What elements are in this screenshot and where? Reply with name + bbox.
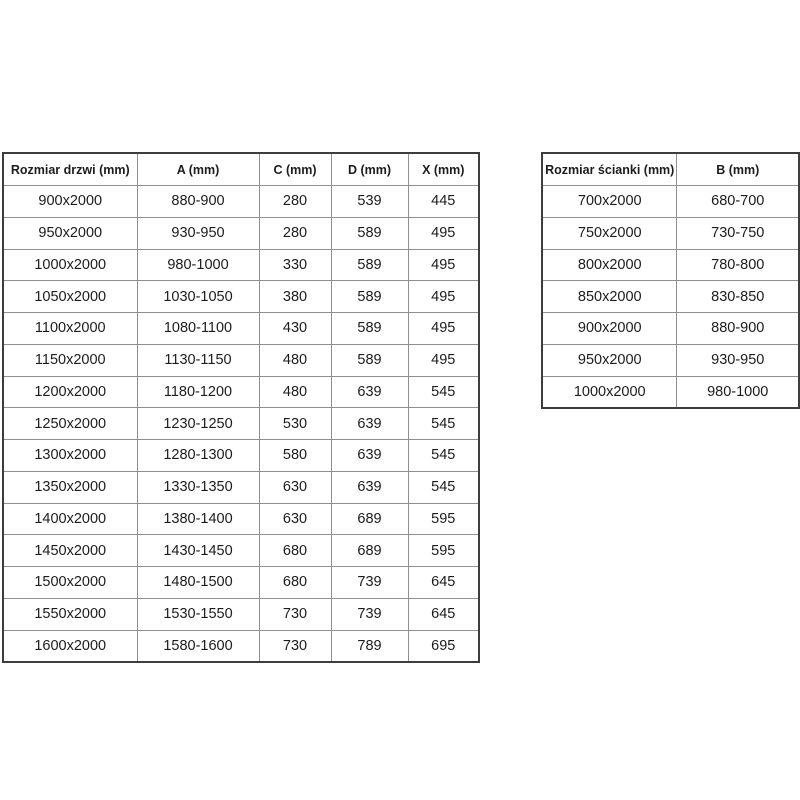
table-cell: 880-900 <box>677 313 799 345</box>
table-cell: 1200x2000 <box>3 376 137 408</box>
table-cell: 480 <box>259 344 331 376</box>
column-header: B (mm) <box>677 153 799 186</box>
table-cell: 545 <box>408 408 479 440</box>
wall-table-body <box>542 186 799 409</box>
table-cell: 1430-1450 <box>137 535 259 567</box>
table-cell: 1300x2000 <box>3 440 137 472</box>
table-cell: 689 <box>331 535 408 567</box>
table-cell: 630 <box>259 503 331 535</box>
table-cell: 445 <box>408 186 479 218</box>
table-cell: 1050x2000 <box>3 281 137 313</box>
table-cell: 1480-1500 <box>137 567 259 599</box>
table-row <box>3 344 479 376</box>
table-cell: 900x2000 <box>3 186 137 218</box>
table-cell: 545 <box>408 440 479 472</box>
table-cell: 380 <box>259 281 331 313</box>
table-cell: 280 <box>259 186 331 218</box>
table-cell: 930-950 <box>677 344 799 376</box>
door-table-body <box>3 186 479 663</box>
table-cell: 580 <box>259 440 331 472</box>
wall-table-header <box>542 153 799 186</box>
table-cell: 1350x2000 <box>3 471 137 503</box>
table-cell: 1100x2000 <box>3 313 137 345</box>
table-cell: 645 <box>408 567 479 599</box>
table-cell: 645 <box>408 598 479 630</box>
table-cell: 639 <box>331 376 408 408</box>
table-cell: 1400x2000 <box>3 503 137 535</box>
table-cell: 980-1000 <box>137 249 259 281</box>
table-cell: 589 <box>331 313 408 345</box>
column-header: D (mm) <box>331 153 408 186</box>
table-cell: 730 <box>259 630 331 662</box>
table-row <box>3 376 479 408</box>
table-cell: 589 <box>331 281 408 313</box>
table-cell: 495 <box>408 344 479 376</box>
table-cell: 739 <box>331 567 408 599</box>
table-cell: 730-750 <box>677 217 799 249</box>
table-row <box>3 408 479 440</box>
table-row <box>542 186 799 218</box>
table-cell: 639 <box>331 440 408 472</box>
table-cell: 780-800 <box>677 249 799 281</box>
wall-panel-size-table <box>541 152 800 409</box>
table-cell: 750x2000 <box>542 217 677 249</box>
table-cell: 1080-1100 <box>137 313 259 345</box>
table-row <box>3 217 479 249</box>
table-cell: 495 <box>408 249 479 281</box>
door-size-table <box>2 152 480 663</box>
table-cell: 1150x2000 <box>3 344 137 376</box>
table-row <box>3 567 479 599</box>
header-row <box>3 153 479 186</box>
table-cell: 589 <box>331 344 408 376</box>
column-header: Rozmiar ścianki (mm) <box>542 153 677 186</box>
column-header: C (mm) <box>259 153 331 186</box>
table-row <box>3 249 479 281</box>
table-cell: 595 <box>408 503 479 535</box>
table-cell: 639 <box>331 471 408 503</box>
table-cell: 900x2000 <box>542 313 677 345</box>
table-cell: 1550x2000 <box>3 598 137 630</box>
table-cell: 880-900 <box>137 186 259 218</box>
table-row <box>3 598 479 630</box>
table-cell: 850x2000 <box>542 281 677 313</box>
table-cell: 589 <box>331 217 408 249</box>
table-cell: 680 <box>259 567 331 599</box>
table-cell: 950x2000 <box>3 217 137 249</box>
table-cell: 730 <box>259 598 331 630</box>
table-cell: 980-1000 <box>677 376 799 408</box>
table-cell: 1250x2000 <box>3 408 137 440</box>
table-cell: 1580-1600 <box>137 630 259 662</box>
table-row <box>3 281 479 313</box>
table-cell: 595 <box>408 535 479 567</box>
table-cell: 1030-1050 <box>137 281 259 313</box>
table-cell: 545 <box>408 471 479 503</box>
table-cell: 1380-1400 <box>137 503 259 535</box>
table-row <box>3 471 479 503</box>
column-header: Rozmiar drzwi (mm) <box>3 153 137 186</box>
table-cell: 639 <box>331 408 408 440</box>
table-cell: 1500x2000 <box>3 567 137 599</box>
table-cell: 680-700 <box>677 186 799 218</box>
table-cell: 495 <box>408 281 479 313</box>
table-row <box>3 535 479 567</box>
table-cell: 330 <box>259 249 331 281</box>
table-cell: 480 <box>259 376 331 408</box>
table-cell: 545 <box>408 376 479 408</box>
door-table-header <box>3 153 479 186</box>
table-cell: 689 <box>331 503 408 535</box>
table-cell: 930-950 <box>137 217 259 249</box>
table-cell: 430 <box>259 313 331 345</box>
table-row <box>3 313 479 345</box>
table-row <box>3 630 479 662</box>
table-cell: 950x2000 <box>542 344 677 376</box>
table-cell: 800x2000 <box>542 249 677 281</box>
table-cell: 680 <box>259 535 331 567</box>
table-cell: 280 <box>259 217 331 249</box>
table-cell: 1230-1250 <box>137 408 259 440</box>
table-cell: 630 <box>259 471 331 503</box>
table-cell: 1450x2000 <box>3 535 137 567</box>
table-cell: 1000x2000 <box>3 249 137 281</box>
table-row <box>542 249 799 281</box>
table-cell: 1000x2000 <box>542 376 677 408</box>
table-cell: 589 <box>331 249 408 281</box>
table-cell: 1130-1150 <box>137 344 259 376</box>
table-row <box>3 186 479 218</box>
table-row <box>542 344 799 376</box>
table-cell: 539 <box>331 186 408 218</box>
table-cell: 495 <box>408 313 479 345</box>
table-cell: 495 <box>408 217 479 249</box>
table-cell: 700x2000 <box>542 186 677 218</box>
table-cell: 739 <box>331 598 408 630</box>
table-cell: 1530-1550 <box>137 598 259 630</box>
table-cell: 830-850 <box>677 281 799 313</box>
table-cell: 1600x2000 <box>3 630 137 662</box>
header-row <box>542 153 799 186</box>
table-cell: 530 <box>259 408 331 440</box>
column-header: X (mm) <box>408 153 479 186</box>
table-row <box>542 376 799 408</box>
table-cell: 695 <box>408 630 479 662</box>
column-header: A (mm) <box>137 153 259 186</box>
table-row <box>542 281 799 313</box>
table-cell: 1280-1300 <box>137 440 259 472</box>
table-row <box>3 503 479 535</box>
table-cell: 1180-1200 <box>137 376 259 408</box>
table-row <box>542 313 799 345</box>
table-row <box>542 217 799 249</box>
table-row <box>3 440 479 472</box>
table-cell: 1330-1350 <box>137 471 259 503</box>
table-cell: 789 <box>331 630 408 662</box>
